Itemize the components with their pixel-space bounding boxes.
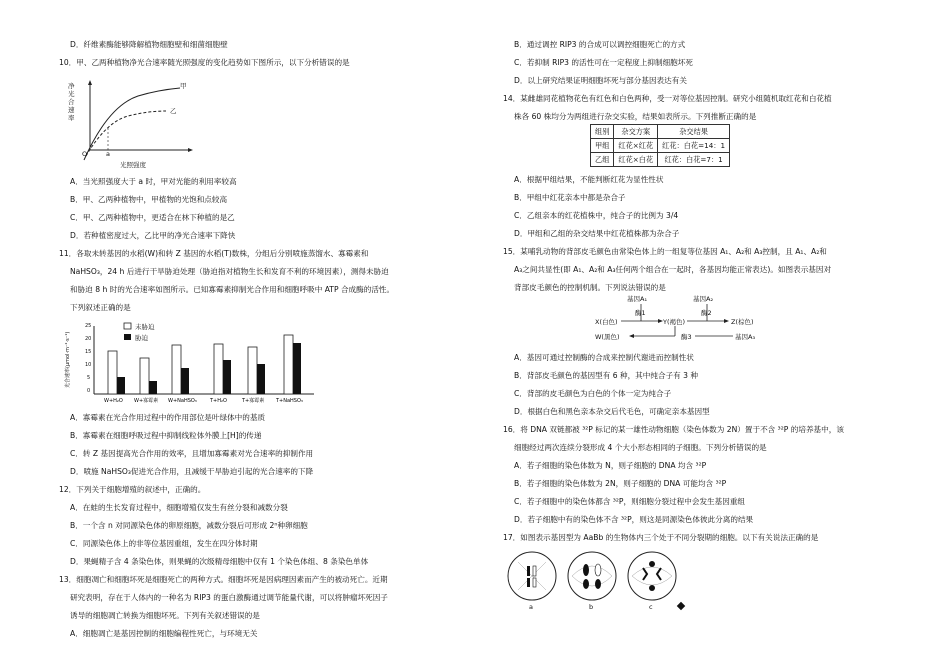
q15-substance-w: W(黑色) — [595, 333, 620, 341]
q12-option-c: C．同源染色体上的非等位基因重组，发生在四分体时期 — [70, 539, 258, 548]
bar-w-oligo-stressed — [149, 381, 157, 394]
bar-w-nahso3-unstressed — [172, 345, 181, 394]
svg-text:T+H₂O: T+H₂O — [210, 398, 227, 404]
q10-stem: 10．甲、乙两种植物净光合速率随光照强度的变化趋势如下图所示，以下分析错误的是 — [59, 58, 350, 67]
q11-figure — [65, 320, 320, 406]
svg-text:T+NaHSO₃: T+NaHSO₃ — [276, 398, 303, 404]
table-cell: 红花：白花=7：1 — [658, 153, 730, 167]
q16-option-a: A．若子细胞的染色体数为 N，则子细胞的 DNA 均含 ³²P — [514, 461, 707, 470]
bar-t-oligo-unstressed — [248, 347, 257, 394]
q14-option-d: D．甲组和乙组的杂交结果中红花植株都为杂合子 — [514, 229, 680, 238]
q13-stem-line1: 13．细胞凋亡和细胞坏死是细胞死亡的两种方式。细胞坏死是因病理因素而产生的被动死亡。近期 — [59, 575, 388, 584]
q16-stem-line2: 细胞经过两次连续分裂形成 4 个大小形态相同的子细胞。下列分析错误的是 — [514, 443, 767, 452]
q11-option-b: B．寡霉素在细胞呼吸过程中抑制线粒体外膜上[H]的传递 — [70, 431, 262, 440]
q14-table — [590, 124, 730, 167]
q15-enzyme1-label: 酶1 — [635, 309, 646, 317]
q16-option-c: C．若子细胞中的染色体都含 ³²P，则细胞分裂过程中会发生基因重组 — [514, 497, 746, 506]
q15-enzyme3-label: 酶3 — [681, 333, 692, 341]
q15-gene-a3-label: 基因A₃ — [735, 333, 756, 341]
q17-cell-c-label: c — [649, 603, 653, 611]
q12-option-a: A．在蛙的生长发育过程中，细胞增殖仅发生有丝分裂和减数分裂 — [70, 503, 288, 512]
q11-ytick-20: 20 — [85, 336, 92, 342]
q10-option-d: D．若种植密度过大，乙比甲的净光合速率下降快 — [70, 231, 236, 240]
q15-option-a: A．基因可通过控制酶的合成来控制代谢进而控制性状 — [514, 353, 694, 362]
q12-stem: 12．下列关于细胞增殖的叙述中，正确的。 — [59, 485, 206, 494]
table-header: 杂交方案 — [614, 125, 658, 139]
q17-cell-a-label: a — [529, 603, 533, 611]
q14-option-a: A．根据甲组结果，不能判断红花为显性性状 — [514, 175, 664, 184]
q15-substance-x: X(白色) — [595, 318, 618, 326]
q10-option-a: A．当光照强度大于 a 时，甲对光能的利用率较高 — [70, 177, 237, 186]
q11-y-axis-label: 光合速率(μmol·m⁻²·s⁻¹) — [65, 331, 71, 388]
bar-t-h2o-unstressed — [214, 344, 223, 394]
bar-t-oligo-stressed — [257, 364, 265, 394]
q10-x-axis-label: 光照强度 — [120, 161, 146, 169]
q13-option-a: A．细胞凋亡是基因控制的细胞编程性死亡，与环境无关 — [70, 629, 258, 638]
q13-option-b: B．通过调控 RIP3 的合成可以调控细胞死亡的方式 — [514, 40, 686, 49]
cell-b — [568, 552, 616, 600]
q10-y-axis-label: 净光合速率 — [68, 82, 75, 122]
bar-w-h2o-stressed — [117, 377, 125, 394]
q12-option-b: B．一个含 n 对同源染色体的卵原细胞，减数分裂后可形成 2ⁿ种卵细胞 — [70, 521, 308, 530]
q11-stem-line4: 下列叙述正确的是 — [70, 303, 131, 312]
table-row — [591, 153, 730, 167]
table-cell: 红花×白花 — [614, 153, 658, 167]
q15-stem-line1: 15．某哺乳动物的背部皮毛颜色由常染色体上的一组复等位基因 A₁、A₂和 A₃控制，且 A₁、A₂和 — [503, 247, 827, 256]
bar-t-h2o-stressed — [223, 360, 231, 394]
q11-option-d: D．喷施 NaHSO₃促进光合作用，且减缓干旱胁迫引起的光合速率的下降 — [70, 467, 314, 476]
q10-a-label: a — [106, 150, 110, 158]
q15-substance-z: Z(棕色) — [731, 318, 754, 326]
q11-stem-line3: 和胁迫 8 h 时的光合速率如图所示。已知寡霉素抑制光合作用和细胞呼吸中 ATP 合成酶的活性。 — [70, 285, 395, 294]
q10-series-yi-label: 乙 — [170, 107, 177, 115]
q17-cells-figure — [500, 548, 700, 614]
q10-origin-label: O — [82, 150, 88, 158]
bar-t-nahso3-stressed — [293, 343, 301, 394]
q11-option-c: C．转 Z 基因提高光合作用的效率，且增加寡霉素对光合速率的抑制作用 — [70, 449, 314, 458]
q10-option-b: B．甲、乙两种植物中，甲植物的光饱和点较高 — [70, 195, 228, 204]
q10-series-jia-label: 甲 — [180, 82, 187, 90]
q15-stem-line2: A₃之间共显性(即 A₁、A₂和 A₃任何两个组合在一起时，各基因均能正常表达)。如图表示基因对 — [514, 265, 832, 274]
q11-option-a: A．寡霉素在光合作用过程中的作用部位是叶绿体中的基质 — [70, 413, 266, 422]
table-cell: 乙组 — [591, 153, 614, 167]
q13-stem-line2: 研究表明，存在于人体内的一种名为 RIP3 的蛋白激酶通过调节能量代谢，可以将肿瘤坏死因子 — [70, 593, 388, 602]
bar-w-oligo-unstressed — [140, 358, 149, 394]
q15-enzyme2-label: 酶2 — [701, 309, 712, 317]
bar-t-nahso3-unstressed — [284, 335, 293, 394]
q11-legend-stressed: 胁迫 — [135, 334, 148, 342]
q13-option-c: C．若抑制 RIP3 的活性可在一定程度上抑制细胞坏死 — [514, 58, 693, 67]
table-cell: 红花×红花 — [614, 139, 658, 153]
q11-ytick-15: 15 — [85, 349, 92, 355]
q10-figure — [68, 78, 198, 170]
q14-option-b: B．甲组中红花亲本中都是杂合子 — [514, 193, 626, 202]
q11-ytick-0: 0 — [87, 388, 91, 394]
bar-w-nahso3-stressed — [181, 368, 189, 394]
q11-ytick-5: 5 — [87, 375, 91, 381]
q11-stem-line2: NaHSO₃，24 h 后进行干旱胁迫处理（胁迫指对植物生长和发育不利的环境因素），测得未胁迫 — [70, 267, 389, 276]
table-cell: 甲组 — [591, 139, 614, 153]
table-header: 杂交结果 — [658, 125, 730, 139]
q15-gene-a1-label: 基因A₁ — [627, 295, 648, 303]
svg-text:T+寡霉素: T+寡霉素 — [242, 398, 265, 404]
table-header: 组别 — [591, 125, 614, 139]
q17-stem: 17．如图表示基因型为 AaBb 的生物体内三个处于不同分裂期的细胞。以下有关说法正确的是 — [503, 533, 819, 542]
q11-ytick-10: 10 — [85, 362, 92, 368]
q16-option-d: D．若子细胞中有的染色体不含 ³²P，则这是同源染色体彼此分离的结果 — [514, 515, 754, 524]
svg-text:W+H₂O: W+H₂O — [104, 398, 123, 404]
q9-option-d: D．纤维素酶能够降解植物细胞壁和细菌细胞壁 — [70, 40, 228, 49]
svg-text:W+NaHSO₃: W+NaHSO₃ — [168, 398, 197, 404]
svg-text:W+寡霉素: W+寡霉素 — [134, 398, 159, 404]
q11-legend-unstressed: 未胁迫 — [135, 323, 155, 331]
q14-option-c: C．乙组亲本的红花植株中，纯合子的比例为 3/4 — [514, 211, 679, 220]
table-cell: 红花：白花=14：1 — [658, 139, 730, 153]
table-row — [591, 125, 730, 139]
q15-stem-line3: 背部皮毛颜色的控制机制。下列说法错误的是 — [514, 283, 666, 292]
q12-option-d: D．果蝇精子含 4 条染色体，则果蝇的次级精母细胞中仅有 1 个染色体组、8 条染色单体 — [70, 557, 369, 566]
q11-stem-line1: 11．各取未转基因的水稻(W)和转 Z 基因的水稻(T)数株，分组后分别喷施蒸馏水、寡霉素和 — [59, 249, 369, 258]
q15-option-c: C．背部的皮毛颜色为白色的个体一定为纯合子 — [514, 389, 672, 398]
q15-substance-y: Y(褐色) — [663, 318, 686, 326]
q17-cell-b-label: b — [589, 603, 594, 611]
q13-stem-line3: 诱导的细胞凋亡转换为细胞坏死。下列有关叙述错误的是 — [70, 611, 260, 620]
q13-option-d: D．以上研究结果证明细胞坏死与部分基因表达有关 — [514, 76, 687, 85]
q10-option-c: C．甲、乙两种植物中，更适合在林下种植的是乙 — [70, 213, 235, 222]
q15-gene-a2-label: 基因A₂ — [693, 295, 714, 303]
q14-stem-line2: 株各 60 株均分为两组进行杂交实验，结果如表所示。下列推断正确的是 — [514, 112, 757, 121]
q15-option-b: B．背部皮毛颜色的基因型有 6 种，其中纯合子有 3 种 — [514, 371, 698, 380]
q16-option-b: B．若子细胞的染色体数为 2N，则子细胞的 DNA 可能均含 ³²P — [514, 479, 727, 488]
q11-ytick-25: 25 — [85, 323, 92, 329]
q15-option-d: D．根据白色和黑色亲本杂交后代毛色，可确定亲本基因型 — [514, 407, 710, 416]
table-row — [591, 139, 730, 153]
q16-stem-line1: 16．将 DNA 双链都被 ³²P 标记的某一雄性动物细胞（染色体数为 2N）置于不含 ³²P 的培养基中，该 — [503, 425, 844, 434]
q15-pathway-diagram — [595, 294, 775, 346]
q14-stem-line1: 14．某雌雄同花植物花色有红色和白色两种，受一对等位基因控制。研究小组随机取红花和白花植 — [503, 94, 832, 103]
cell-c — [628, 552, 676, 600]
bar-w-h2o-unstressed — [108, 351, 117, 394]
